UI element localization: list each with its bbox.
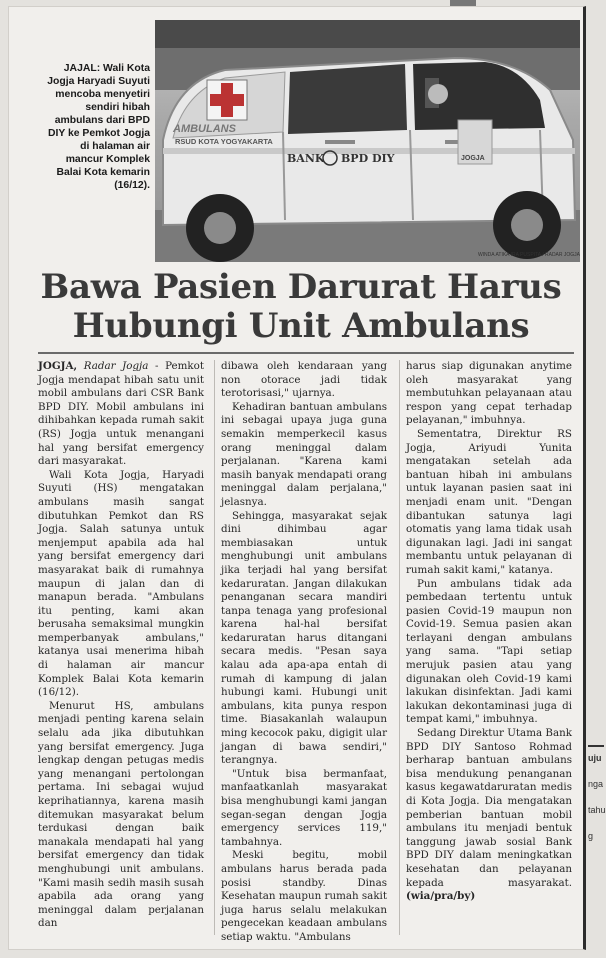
paragraph: Sehingga, masyarakat sejak dini dihimbau agar membiasakan untuk menghubungi unit ambulans jika terjadi hal yang bersifat kedaruratan. Jangan dilakukan penanganan secara mandiri tanpa tenaga yang profesional karena hal-hal bersifat kedaruratan harus ditangani secara medis. "Pesan saya kalau ada apa-apa entah di rumah di kampung di jalan hubungi kami. Hubungi unit ambulans, kita punya respon time. Biasakanlah walaupun ming kecocok paku, digigit ular jangan di bawa sendiri," terangnya.: [221, 509, 387, 767]
jogja-side-text: JOGJA: [461, 155, 485, 162]
page-edge-mark: [450, 0, 476, 6]
bank-side-text: BANK: [287, 152, 325, 165]
paragraph: "Untuk bisa bermanfaat, manfaatkanlah masyarakat bisa menghubungi kami jangan segan-segan dengan Jogja emergency services 119," tambahnya.: [221, 767, 387, 848]
adjacent-rule: [588, 745, 604, 747]
article-column-2: [221, 360, 387, 943]
paragraph: harus siap digunakan anytime oleh masyarakat yang membutuhkan pelayanaan atau respon yang cepat terhadap pelayanan," imbuhnya.: [406, 360, 572, 427]
bpd-side-text: BPD DIY: [341, 152, 395, 165]
paragraph: dibawa oleh kendaraan yang non otorace jadi tidak terotorisasi," ujarnya.: [221, 360, 387, 400]
column-divider: [399, 360, 400, 935]
ambulans-side-text: AMBULANS: [173, 123, 236, 135]
article-column-1: [38, 360, 204, 935]
paragraph: Meski begitu, mobil ambulans harus berada pada posisi standby. Dinas Kesehatan maupun rumah sakit juga harus selalu melakukan pengecekan keadaan ambulans setiap waktu. "Ambulans: [221, 849, 387, 943]
publication-name: Radar Jogja: [83, 360, 149, 372]
fragment-text: uju: [588, 753, 602, 763]
dateline: JOGJA,: [38, 360, 78, 372]
fragment-text: tahu: [588, 805, 606, 815]
paragraph: Kehadiran bantuan ambulans ini sebagai upaya juga guna semakin memperkecil kasus orang meninggal dalam perjalanan. "Karena kami masih banyak mendapati orang meninggal dalam perjalana," jelasnya.: [221, 400, 387, 508]
ambulance-illustration: [155, 20, 580, 262]
article-column-3: [406, 360, 572, 935]
photo-caption: JAJAL: Wali Kota Jogja Haryadi Suyuti mencoba menyetiri sendiri hibah ambulans dari BPD DIY ke Pemkot Jogja di halaman air mancur Komplek Balai Kota kemarin (16/12).: [47, 63, 150, 191]
lead-paragraph: [38, 360, 204, 469]
paragraph: Wali Kota Jogja, Haryadi Suyuti (HS) mengatakan ambulans masih sangat dibutuhkan Pemkot dan RS Jogja. Salah satunya untuk menjemput apabila ada hal yang bersifat emergency dari masyarakat baik di rumahnya maupun di jalan dan di manapun berada. "Ambulans itu penting, kami akan berusaha semaksimal mungkin memperbanyak ambulans," katanya usai menerima hibah di halaman air mancur Komplek Balai Kota kemarin (16/12).: [38, 468, 204, 699]
paragraph: Menurut HS, ambulans menjadi penting karena selain selalu ada jika dibutuhkan yang bersifat emergency. Juga lengkap dengan petugas medis yang menangani pertolongan pertama. Ini sebagai wujud keprihatiannya, karena masih ditemukan masyarakat belum terdukasi dengan baik manakala mendapati hal yang bersifat emergency dan tidak menghubungi unit ambulans. "Kami masih sedih masih susah apabila ada orang yang meninggal dalam perjalanan dan: [38, 699, 204, 930]
headline: Bawa Pasien Darurat Harus Hubungi Unit Ambulans: [40, 267, 562, 346]
fragment-text: nga: [588, 779, 604, 789]
paragraph: Pun ambulans tidak ada pembedaan tertentu untuk pasien Covid-19 maupun non Covid-19. Semua pasien akan terlayani dengan ambulans yang sama. "Tapi setiap merujuk pasien atau yang digunakan oleh Covid-19 kami lakukan disinfektan. Jadi kami lakukan dekontaminasi juga di tempat kami," imbuhnya.: [406, 577, 572, 726]
paragraph: Sementatra, Direktur RS Jogja, Ariyudi Yunita mengatakan setelah ada bantuan hibah ini ambulans untuk layanan pasien saat ini menjadi enam unit. "Dengan dibantukan satunya lagi otomatis yang lama tidak usah digunakan lagi. Jadi ini sangat membantu untuk pelayanan di rumah sakit kami," katanya.: [406, 427, 572, 576]
ambulance-photo: [155, 20, 580, 262]
adjacent-article-fragment: [588, 745, 604, 955]
photo-credit: WINDA ATIKA IRA PUSPITA / RADAR JOGJA: [477, 252, 580, 258]
paragraph: [406, 727, 572, 904]
paragraph-text: Sedang Direktur Utama Bank BPD DIY Santoso Rohmad berharap bantuan ambulans bisa mendukung penanganan kasus kegawatdaruratan medis di Kota Jogja. Dia mengatakan pemberian bantuan mobil ambulans itu menjadi bentuk tanggung jawab sosial Bank BPD DIY dalam meningkatkan kesehatan dan pelayanan kepada masyarakat.: [406, 727, 572, 889]
fragment-text: g: [588, 831, 594, 841]
column-divider: [214, 360, 215, 935]
headline-rule: [38, 352, 574, 354]
rsud-side-text: RSUD KOTA YOGYAKARTA: [175, 137, 273, 146]
lead-text: - Pemkot Jogja mendapat hibah satu unit mobil ambulans dari CSR Bank BPD DIY. Mobil ambulans ini dihibahkan kepada rumah sakit (RS) Jogja untuk menangani hal yang bersifat emergency dari masyarakat.: [38, 360, 204, 468]
author-initials: (wia/pra/by): [406, 890, 476, 903]
